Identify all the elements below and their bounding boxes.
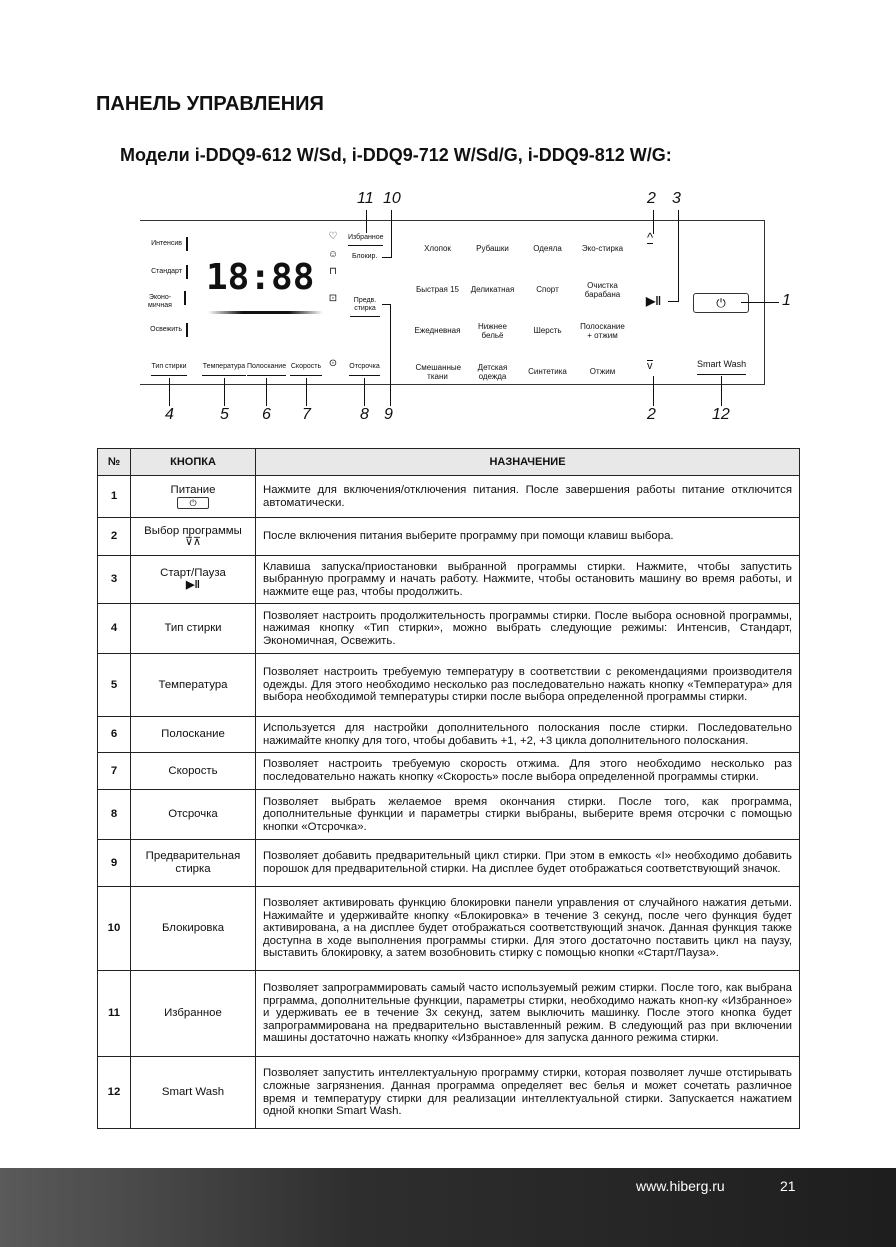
models-subtitle: Модели i-DDQ9-612 W/Sd, i-DDQ9-712 W/Sd/G, i-DDQ9-812 W/G: (120, 145, 672, 165)
row-number: 7 (98, 753, 131, 790)
mode-label: Интенсив (140, 240, 182, 248)
button-cell (131, 971, 256, 1057)
button-cell (131, 604, 256, 654)
description-cell: Клавиша запуска/приостановки выбранной программы стирки. Нажмите, чтобы запустить выбранную программу и начать работу. Нажмите, чтобы остановить машину во время работы, и нажмите еще раз, чтобы продолжить. (256, 556, 800, 604)
table-row (98, 790, 800, 840)
table-row (98, 518, 800, 556)
callout-number: 3 (672, 190, 681, 207)
description-cell: Позволяет настроить требуемую температуру в соответствии с рекомендациями производителя одежды. Для этого необходимо несколько раз последовательно нажать кнопку «Температура» для выбора необходимой температуры стирки после выбора определенной программы стирки. (256, 654, 800, 717)
callout-number: 9 (384, 406, 393, 423)
leader-line (391, 210, 392, 258)
row-number: 5 (98, 654, 131, 717)
button-name: Блокировка (161, 922, 225, 935)
power-button[interactable]: ⏻ (693, 293, 749, 313)
callout-number: 2 (647, 406, 656, 423)
program-item[interactable]: Спорт (536, 285, 559, 294)
table-row (98, 971, 800, 1057)
temperature-button[interactable]: Температура (202, 363, 246, 376)
prewash-icon: ⊡ (328, 293, 338, 304)
row-number: 6 (98, 717, 131, 753)
row-number: 4 (98, 604, 131, 654)
button-cell (131, 840, 256, 887)
mode-label: Освежить (140, 326, 182, 334)
rinse-button[interactable]: Полоскание (247, 363, 286, 376)
row-number: 11 (98, 971, 131, 1057)
table-row (98, 604, 800, 654)
program-item[interactable]: Деликатная (470, 285, 515, 294)
row-number: 3 (98, 556, 131, 604)
description-cell: Позволяет запрограммировать самый часто используемый режим стирки. После того, как выбрана прграмма, дополнительные функции, параметры стирки, необходимо нажать кноп-ку «Избранное» и удерживать ее в течение 3х секунд, затем выключить машинку. После этого кнопка будет запрограммирована на предварительно выставленный режим. В следующий раз при включении машины достаточно нажать кнопку «Избранное» для запуска данного режима стирки. (256, 971, 800, 1057)
program-item[interactable]: Полоскание + отжим (580, 321, 625, 340)
page-title: ПАНЕЛЬ УПРАВЛЕНИЯ (96, 93, 324, 115)
button-name: Отсрочка (168, 808, 218, 821)
description-cell: Позволяет добавить предварительный цикл стирки. При этом в емкость «I» необходимо добавить порошок для предварительной стирки. На дисплее будет отображаться соответствующий значок. (256, 840, 800, 887)
page-number: 21 (780, 1178, 796, 1194)
button-cell (131, 476, 256, 518)
callout-number: 10 (383, 190, 401, 207)
row-number: 9 (98, 840, 131, 887)
favorite-button[interactable]: Избранное (348, 234, 383, 246)
program-item[interactable]: Синтетика (528, 367, 567, 376)
lock-icon: ⊓ (329, 266, 337, 277)
program-item[interactable]: Смешанные ткани (415, 362, 462, 381)
program-item[interactable]: Нижнее бельё (478, 321, 507, 340)
program-item[interactable]: Отжим (589, 367, 616, 376)
column-header: НАЗНАЧЕНИЕ (256, 449, 800, 476)
power-icon: ⏻ (177, 497, 209, 509)
description-cell: Позволяет настроить требуемую скорость отжима. Для этого необходимо несколько раз последовательно нажать кнопку «Скорость» после выбора определенной программы стирки. (256, 753, 800, 790)
start-pause-icon[interactable]: ▶‖ (646, 294, 662, 308)
website-link[interactable]: www.hiberg.ru (636, 1178, 725, 1194)
table-row (98, 1057, 800, 1129)
button-cell (131, 556, 256, 604)
callout-number: 8 (360, 406, 369, 423)
button-name: Выбор программы (144, 524, 242, 537)
button-name: Питание (170, 483, 216, 496)
row-number: 12 (98, 1057, 131, 1129)
mode-label: Стандарт (140, 268, 182, 276)
leader-line (169, 378, 170, 406)
callout-number: 11 (357, 190, 374, 207)
play-pause-icon: ▶‖ (186, 579, 200, 592)
leader-line (382, 304, 391, 305)
delay-button[interactable]: Отсрочка (349, 363, 380, 376)
progress-indicator (208, 311, 323, 314)
smart-wash-button[interactable]: Smart Wash (697, 359, 746, 375)
button-cell (131, 753, 256, 790)
leader-line (741, 302, 779, 303)
program-item[interactable]: Ежедневная (414, 326, 461, 335)
table-header-row (98, 449, 800, 476)
program-item[interactable]: Быстрая 15 (415, 285, 459, 294)
program-down-icon[interactable]: v (647, 360, 653, 372)
button-cell (131, 790, 256, 840)
button-cell (131, 654, 256, 717)
program-item[interactable]: Шерсть (533, 326, 562, 335)
leader-line (364, 378, 365, 406)
table-row (98, 840, 800, 887)
mode-label: Эконо-мичная (140, 294, 180, 310)
smiley-icon: ☺ (327, 249, 339, 260)
row-number: 10 (98, 887, 131, 971)
lock-button[interactable]: Блокир. (352, 253, 378, 260)
program-item[interactable]: Рубашки (476, 244, 509, 253)
wash-type-button[interactable]: Тип стирки (151, 363, 187, 376)
row-number: 1 (98, 476, 131, 518)
callout-number: 5 (220, 406, 229, 423)
heart-icon: ♡ (328, 231, 338, 242)
leader-line (306, 378, 307, 406)
program-item[interactable]: Эко-стирка (581, 244, 624, 253)
program-item[interactable]: Одеяла (533, 244, 562, 253)
button-name: Smart Wash (161, 1086, 225, 1099)
button-name: Скорость (168, 764, 218, 777)
digital-display: 18:88 (206, 257, 315, 298)
callout-number: 6 (262, 406, 271, 423)
button-cell (131, 887, 256, 971)
program-item[interactable]: Детская одежда (477, 362, 508, 381)
button-cell (131, 518, 256, 556)
buttons-table (97, 448, 800, 1129)
callout-number: 2 (647, 190, 656, 207)
description-cell: Позволяет запустить интеллектуальную программу стирки, которая позволяет лучше отстирывать сложные загрязнения. Данная программа определяет вес белья и может сочетать различное время и температуру стирки для реализации интеллектуальной стирки. Запускается нажатием одной кнопки Smart Wash. (256, 1057, 800, 1129)
button-name: Избранное (164, 1007, 222, 1020)
description-cell: Позволяет настроить продолжительность программы стирки. После выбора основной программы, нажимая кнопку «Тип стирки», можно выбрать следующие режимы: Интенсив, Стандарт, Экономичная, Освежить. (256, 604, 800, 654)
table-row (98, 476, 800, 518)
leader-line (382, 257, 392, 258)
column-header: № (98, 449, 131, 476)
description-cell: Позволяет выбрать желаемое время окончания стирки. После того, как программа, дополнительные функции и параметры стирки выбраны, выберите время отсрочки с помощью кнопки «Отсрочка». (256, 790, 800, 840)
table-row (98, 654, 800, 717)
program-select-icon: ⊽⊼ (184, 536, 202, 549)
button-name: Предварительная стирка (145, 850, 241, 875)
table-row (98, 556, 800, 604)
description-cell: После включения питания выберите программу при помощи клавиш выбора. (256, 518, 800, 556)
program-up-icon[interactable]: ^ (647, 230, 654, 245)
callout-number: 4 (165, 406, 174, 423)
button-name: Тип стирки (164, 622, 222, 635)
prewash-button[interactable]: Предв. стирка (350, 297, 380, 317)
button-cell (131, 1057, 256, 1129)
table-row (98, 887, 800, 971)
description-cell: Используется для настройки дополнительного полоскания после стирки. Последовательно нажимайте кнопку для того, чтобы добавить +1, +2, +3 цикла дополнительного полоскания. (256, 717, 800, 753)
program-item[interactable]: Хлопок (424, 244, 451, 253)
button-name: Старт/Пауза (160, 566, 226, 579)
leader-line (721, 376, 722, 406)
table-row (98, 717, 800, 753)
button-name: Температура (158, 678, 228, 691)
program-item[interactable]: Очистка барабана (584, 280, 621, 299)
description-cell: Позволяет активировать функцию блокировки панели управления от случайного нажатия детьми. Нажимайте и удерживайте кнопку «Блокировка» в течение 3 секунд, после чего функция будет активирована, а на дисплее будет отображаться соответствующий значок. Данная функция также доступна в ходе выполнения программы стирки. Для этого достаточно поставить цикл на паузу, выставить блокировку, а затем возобновить стирку с помощью кнопки «Старт/Пауза». (256, 887, 800, 971)
program-grid (410, 228, 630, 392)
leader-line (266, 378, 267, 406)
clock-icon: ⊙ (328, 358, 338, 369)
row-number: 2 (98, 518, 131, 556)
leader-line (224, 378, 225, 406)
leader-line (653, 376, 654, 406)
table-row (98, 753, 800, 790)
leader-line (678, 210, 679, 301)
leader-line (366, 210, 367, 233)
leader-line (390, 304, 391, 406)
callout-number: 1 (782, 292, 791, 309)
page-footer (0, 1168, 896, 1247)
speed-button[interactable]: Скорость (290, 363, 322, 376)
leader-line (653, 210, 654, 234)
leader-line (668, 301, 679, 302)
column-header: КНОПКА (131, 449, 256, 476)
button-cell (131, 717, 256, 753)
row-number: 8 (98, 790, 131, 840)
callout-number: 7 (302, 406, 311, 423)
callout-number: 12 (712, 406, 730, 423)
description-cell: Нажмите для включения/отключения питания. После завершения работы питание отключится автоматически. (256, 476, 800, 518)
button-name: Полоскание (161, 728, 225, 741)
